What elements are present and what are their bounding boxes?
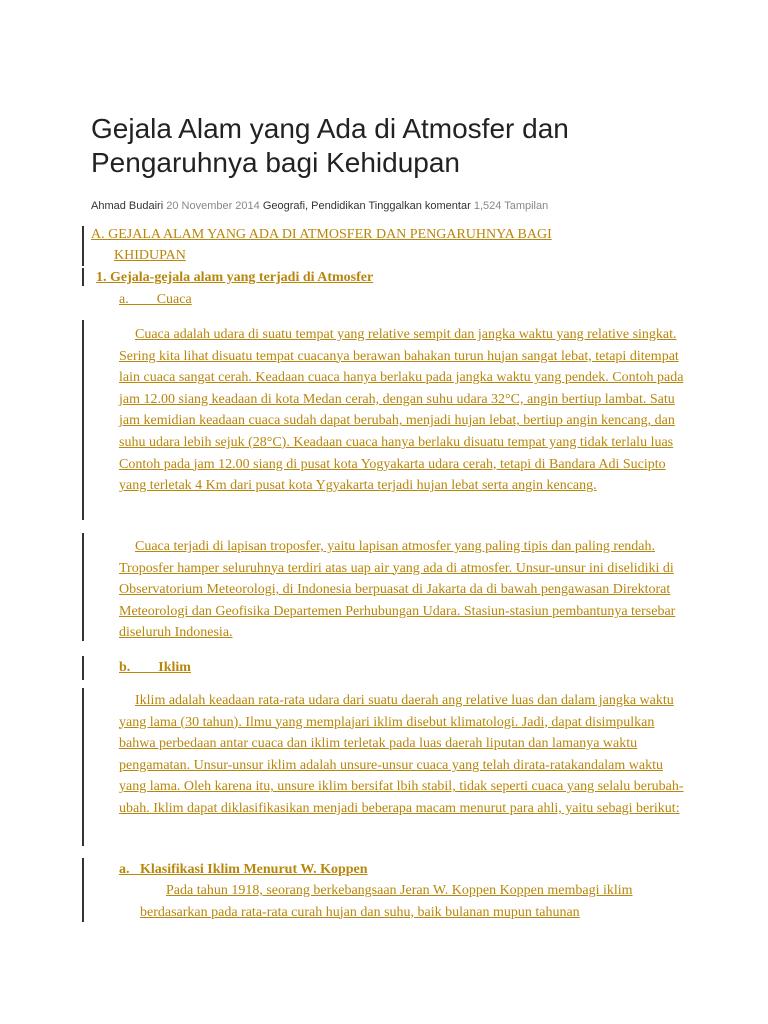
comment-link[interactable]: Tinggalkan komentar xyxy=(368,200,471,212)
category-links[interactable]: Geografi, Pendidikan xyxy=(262,200,366,212)
section-heading-a: A. GEJALA ALAM YANG ADA DI ATMOSFER DAN PENGARUHNYA BAGI xyxy=(91,227,552,242)
view-count: 1,524 Tampilan xyxy=(473,200,549,212)
article-title: Gejala Alam yang Ada di Atmosfer dan Pengaruhnya bagi Kehidupan xyxy=(91,113,569,178)
paragraph-iklim-1 xyxy=(119,690,685,820)
quote-bar xyxy=(82,656,84,680)
paragraph-cuaca-2 xyxy=(119,536,685,644)
quote-bar xyxy=(82,226,84,266)
quote-bar xyxy=(82,858,84,922)
paragraph-koppen-1 xyxy=(140,880,680,923)
author-link[interactable]: Ahmad Budairi xyxy=(91,200,164,212)
article-meta xyxy=(91,200,548,212)
paragraph-text: Cuaca adalah udara di suatu tempat yang relative sempit dan jangka waktu yang relative singkat. Sering kita lihat disuatu tempat cuacanya berawan bahakan turun hujan sangat lebat, tetapi ditempat lain cuaca sangat cerah. Keadaan cuaca hanya berlaku pada jangka waktu yang pendek. Contoh pada jam 12.00 siang keadaan di kota Medan cerah, dengan suhu udara 32°C, angin bertiup lambat. Satu jam kemidian keadaan cuaca sudah dapat berubah, menjadi hujan lebat, bertiup angin kencang, dan suhu udara lebih sejuk (28°C). Keadaan cuaca hanya berlaku disuatu tempat yang tidak terlalu luas Contoh pada jam 12.00 siang di pusat kota Yogyakarta udara cerah, tetapi di Bandara Adi Sucipto yang terletak 4 Km dari pusat kota Ygyakarta terjadi hujan lebat serta angin kencang. xyxy=(119,327,684,494)
post-date[interactable]: 20 November 2014 xyxy=(166,200,260,212)
subsection-heading-1: 1. Gejala-gejala alam yang terjadi di Atmosfer xyxy=(96,270,374,285)
quote-bar xyxy=(82,268,84,286)
quote-bar xyxy=(82,320,84,520)
subheading-cuaca: a. Cuaca xyxy=(119,292,192,307)
paragraph-cuaca-1 xyxy=(119,324,685,497)
quote-bar xyxy=(82,688,84,846)
paragraph-text: Pada tahun 1918, seorang berkebangsaan Jeran W. Koppen Koppen membagi iklim berdasarkan pada rata-rata curah hujan dan suhu, baik bulanan mupun tahunan xyxy=(140,883,633,920)
subheading-koppen: a. Klasifikasi Iklim Menurut W. Koppen xyxy=(119,862,368,877)
section-heading-a-cont: KHIDUPAN xyxy=(114,248,186,263)
paragraph-text: Iklim adalah keadaan rata-rata udara dari suatu daerah ang relative luas dan dalam jangka waktu yang lama (30 tahun). Ilmu yang memplajari iklim disebut klimatologi. Jadi, dapat disimpulkan bahwa perbedaan antar cuaca dan iklim terletak pada luas daerah liputan dan lamanya waktu pengamatan. Unsur-unsur iklim adalah unsure-unsur cuaca yang telah dirata-ratakandalam waktu yang lama. Oleh karena itu, unsure iklim bersifat lbih stabil, tidak seperti cuaca yang selalu berubah-ubah. Iklim dapat diklasifikasikan menjadi beberapa macam menurut para ahli, yaitu sebagi berikut: xyxy=(119,693,684,816)
quote-bar xyxy=(82,533,84,641)
subheading-iklim: b. Iklim xyxy=(119,660,191,675)
paragraph-text: Cuaca terjadi di lapisan troposfer, yaitu lapisan atmosfer yang paling tipis dan paling rendah. Troposfer hamper seluruhnya terdiri atas uap air yang ada di atmosfer. Unsur-unsur ini diselidiki di Observatorium Meteorologi, di Indonesia berpuasat di Jakarta da di bawah pengawasan Direktorat Meteorologi dan Geofisika Departemen Perhubungan Udara. Stasiun-stasiun pembantunya tersebar diseluruh Indonesia. xyxy=(119,539,676,641)
